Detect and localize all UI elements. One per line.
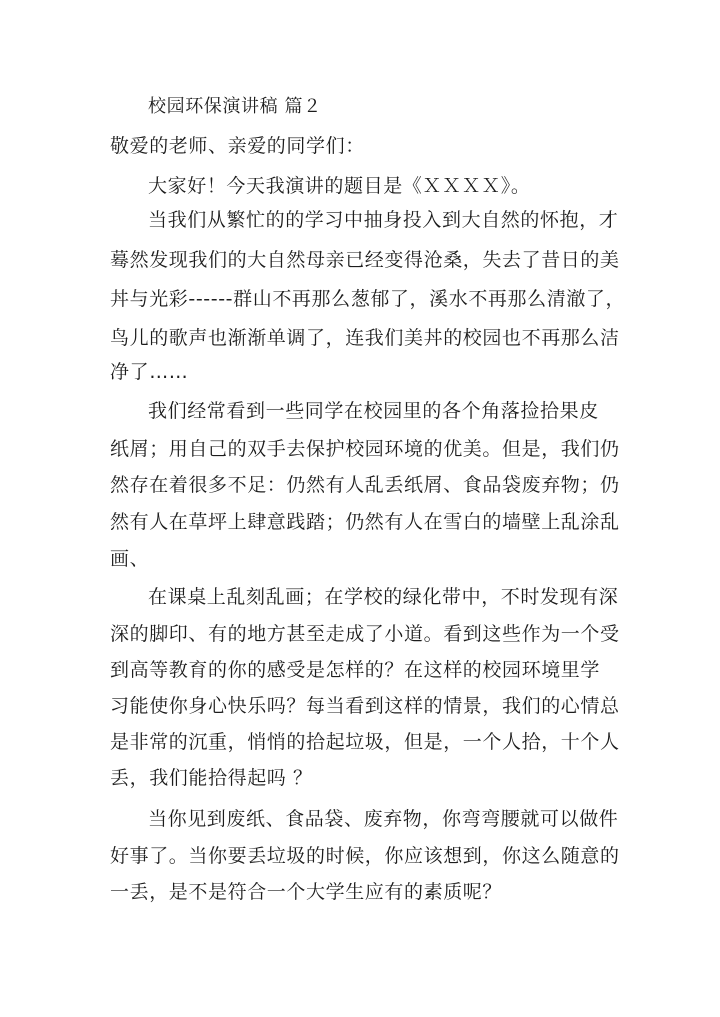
body-line: 鸟儿的歌声也渐渐单调了，连我们美丼的校园也不再那么洁 bbox=[110, 327, 620, 349]
body-line: 丢，我们能拾得起吗 ？ bbox=[110, 767, 313, 789]
body-line: 丼与光彩------群山不再那么葱郁了，溪水不再那么清澈了， bbox=[110, 288, 626, 310]
body-line: 习能使你身心快乐吗？每当看到这样的情景，我们的心情总 bbox=[110, 695, 620, 717]
greeting-line: 大家好！今天我演讲的题目是《ＸＸＸＸ》。 bbox=[148, 175, 531, 197]
body-line: 画、 bbox=[110, 548, 150, 570]
document-title: 校园环保演讲稿 篇２ bbox=[148, 96, 322, 117]
body-line: 然存在着很多不足：仍然有人乱丢纸屑、食品袋废弃物；仍 bbox=[110, 474, 620, 496]
body-line: 蓦然发现我们的大自然母亲已经变得沧桑，失去了昔日的美 bbox=[110, 249, 620, 271]
body-line: 深的脚印、有的地方甚至走成了小道。看到这些作为一个受 bbox=[110, 623, 620, 645]
body-line: 一丢，是不是符合一个大学生应有的素质呢？ bbox=[110, 881, 503, 903]
body-line: 当你见到废纸、食品袋、废弃物，你弯弯腰就可以做件 bbox=[148, 808, 619, 830]
body-line: 是非常的沉重，悄悄的拾起垃圾，但是，一个人拾，十个人 bbox=[110, 731, 620, 753]
body-line: 在课桌上乱刻乱画；在学校的绿化带中，不时发现有深 bbox=[148, 586, 619, 608]
body-line: 到高等教育的你的感受是怎样的？在这样的校园环境里学 bbox=[110, 659, 601, 681]
body-line: 我们经常看到一些同学在校园里的各个角落捡拾果皮 bbox=[148, 400, 599, 422]
salutation-line: 敬爱的老师、亲爱的同学们： bbox=[110, 135, 365, 157]
body-line: 当我们从繁忙的的学习中抽身投入到大自然的怀抱，才 bbox=[148, 209, 619, 231]
body-line: 净了…… bbox=[110, 361, 189, 383]
body-line: 好事了。当你要丢垃圾的时候，你应该想到，你这么随意的 bbox=[110, 845, 620, 867]
body-line: 纸屑；用自己的双手去保护校园环境的优美。但是，我们仍 bbox=[110, 438, 620, 460]
body-line: 然有人在草坪上肆意践踏；仍然有人在雪白的墙壁上乱涂乱 bbox=[110, 511, 620, 533]
